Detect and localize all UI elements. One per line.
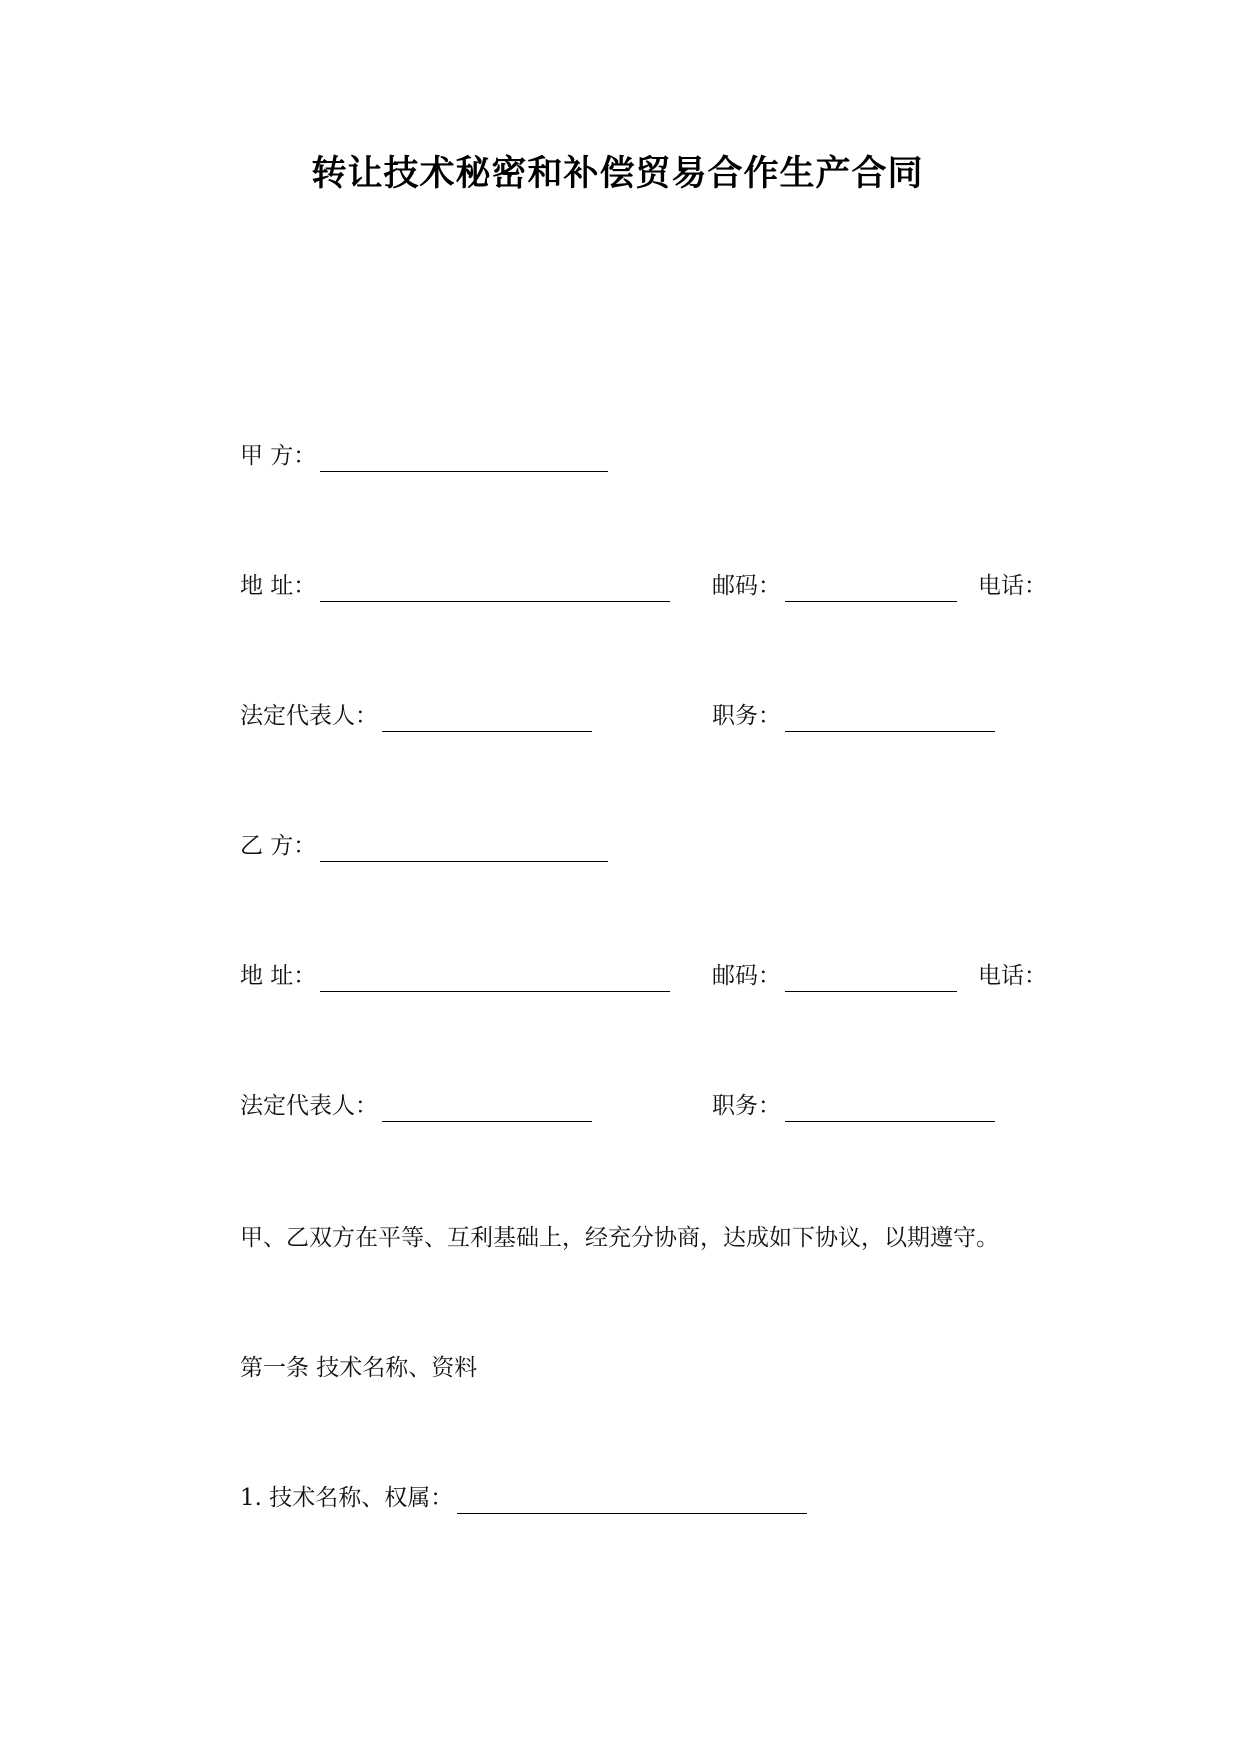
party-b-phone-row [978, 960, 1047, 992]
party-a-name-row [240, 440, 608, 472]
party-a-address-row [240, 570, 670, 602]
party-b-name-row [240, 830, 608, 862]
item-1-row [240, 1482, 807, 1514]
party-b-rep-row [240, 1090, 592, 1122]
party-b-address-blank[interactable] [320, 965, 670, 992]
party-b-rep-label: 法定代表人： [240, 1093, 378, 1119]
party-a-zip-blank[interactable] [785, 575, 957, 602]
party-a-position-blank[interactable] [785, 705, 995, 732]
party-b-phone-label: 电话： [978, 963, 1047, 989]
party-b-position-blank[interactable] [785, 1095, 995, 1122]
party-a-phone-label: 电话： [978, 573, 1047, 599]
party-a-name-blank[interactable] [320, 445, 608, 472]
article-1-heading [240, 1352, 477, 1384]
party-a-position-label: 职务： [712, 703, 781, 729]
party-b-zip-row [712, 960, 957, 992]
article-1-title: 第一条 技术名称、资料 [240, 1355, 478, 1381]
party-b-position-label: 职务： [712, 1093, 781, 1119]
party-b-name-blank[interactable] [320, 835, 608, 862]
party-b-name-label: 乙 方： [240, 833, 317, 859]
party-a-rep-blank[interactable] [382, 705, 592, 732]
item-1-label: 1. 技术名称、权属： [240, 1485, 454, 1511]
intro-paragraph [240, 1222, 999, 1254]
party-a-zip-row [712, 570, 957, 602]
party-a-name-label: 甲 方： [240, 443, 317, 469]
party-a-address-label: 地 址： [240, 573, 317, 599]
party-a-address-blank[interactable] [320, 575, 670, 602]
party-a-phone-row [978, 570, 1047, 602]
party-a-rep-label: 法定代表人： [240, 703, 378, 729]
party-a-zip-label: 邮码： [712, 573, 781, 599]
party-a-position-row [712, 700, 995, 732]
document-title: 转让技术秘密和补偿贸易合作生产合同 [311, 154, 924, 194]
party-b-zip-blank[interactable] [785, 965, 957, 992]
party-b-zip-label: 邮码： [712, 963, 781, 989]
party-b-address-label: 地 址： [240, 963, 317, 989]
party-b-address-row [240, 960, 670, 992]
item-1-blank[interactable] [457, 1487, 807, 1514]
party-a-rep-row [240, 700, 592, 732]
intro-text: 甲、乙双方在平等、互利基础上，经充分协商，达成如下协议，以期遵守。 [240, 1225, 999, 1251]
party-b-rep-blank[interactable] [382, 1095, 592, 1122]
party-b-position-row [712, 1090, 995, 1122]
